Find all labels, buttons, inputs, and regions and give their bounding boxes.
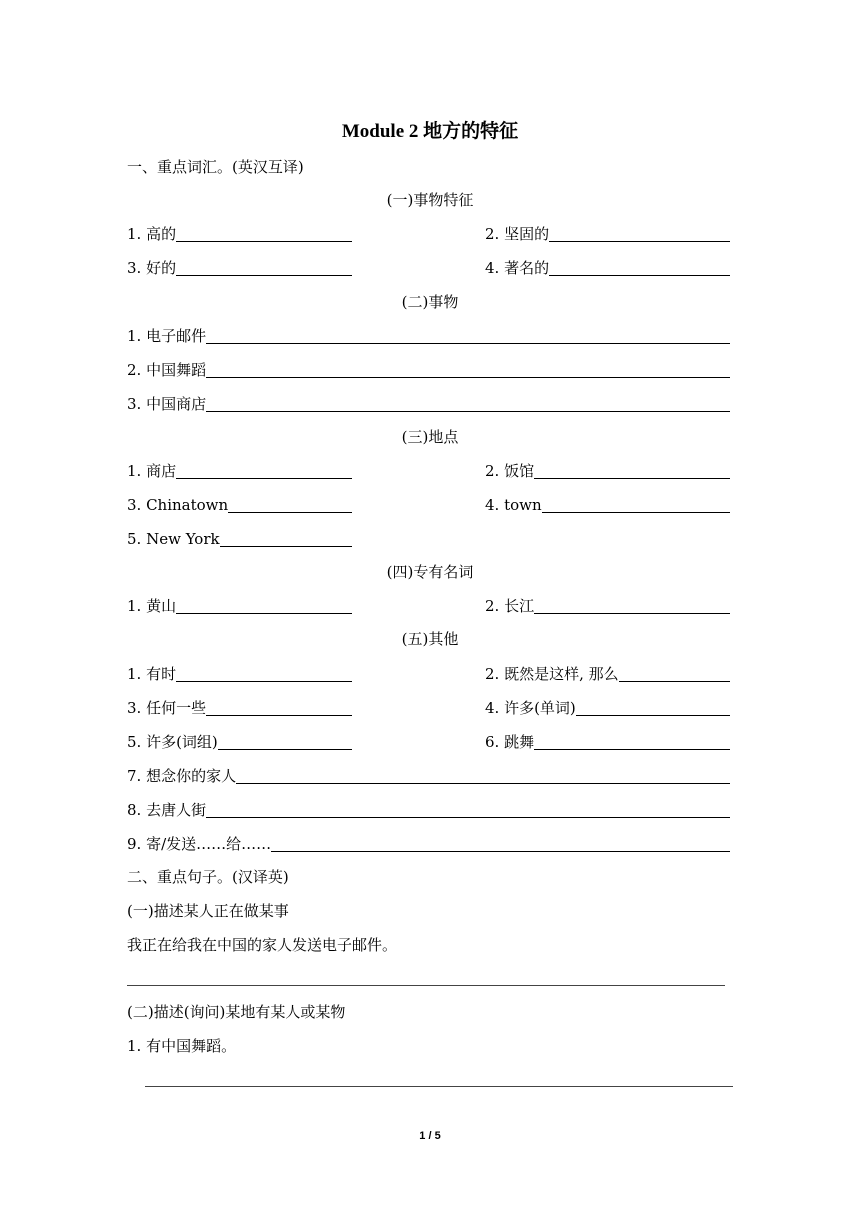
section-heading: (四)专有名词 [386, 563, 474, 581]
answer-blank[interactable] [176, 225, 352, 242]
vocab-label: 1. 高的 [127, 225, 177, 243]
vocab-item [127, 326, 730, 346]
part2-heading: 二、重点句子。(汉译英) [127, 868, 289, 886]
answer-blank[interactable] [534, 597, 730, 614]
page-title: Module 2 地方的特征 [341, 121, 519, 142]
vocab-label: 2. 长江 [485, 597, 535, 615]
section-heading: (一)事物特征 [386, 191, 474, 209]
vocab-item [485, 664, 730, 684]
vocab-item [485, 224, 730, 244]
answer-line[interactable] [145, 1086, 733, 1087]
vocab-label: 9. 寄/发送……给…… [127, 835, 272, 853]
vocab-item [127, 698, 352, 718]
sentence-prompt: 我正在给我在中国的家人发送电子邮件。 [127, 936, 398, 954]
answer-blank[interactable] [206, 327, 730, 344]
answer-blank[interactable] [549, 259, 730, 276]
answer-blank[interactable] [206, 361, 730, 378]
vocab-item [127, 800, 730, 820]
vocab-label: 1. 商店 [127, 462, 177, 480]
answer-blank[interactable] [176, 259, 352, 276]
vocab-label: 6. 跳舞 [485, 733, 535, 751]
answer-blank[interactable] [176, 462, 352, 479]
answer-blank[interactable] [542, 496, 730, 513]
vocab-item [127, 529, 352, 549]
section-heading: (二)事物 [401, 293, 459, 311]
answer-blank[interactable] [206, 395, 730, 412]
vocab-label: 3. 中国商店 [127, 395, 207, 413]
vocab-item [485, 258, 730, 278]
answer-blank[interactable] [176, 597, 352, 614]
vocab-label: 2. 中国舞蹈 [127, 361, 207, 379]
vocab-item [127, 596, 352, 616]
answer-blank[interactable] [534, 462, 730, 479]
answer-blank[interactable] [176, 665, 352, 682]
vocab-item [485, 698, 730, 718]
vocab-item [127, 224, 352, 244]
vocab-label: 5. New York [127, 530, 220, 548]
page-number: 1 / 5 [419, 1130, 441, 1142]
answer-blank[interactable] [220, 530, 352, 547]
vocab-item [127, 495, 352, 515]
vocab-item [485, 732, 730, 752]
section-heading: (二)描述(询问)某地有某人或某物 [127, 1003, 346, 1021]
vocab-label: 5. 许多(词组) [127, 733, 218, 751]
answer-blank[interactable] [218, 733, 352, 750]
vocab-label: 4. town [485, 496, 542, 514]
vocab-item [127, 258, 352, 278]
answer-blank[interactable] [228, 496, 352, 513]
vocab-label: 3. Chinatown [127, 496, 229, 514]
vocab-label: 7. 想念你的家人 [127, 767, 237, 785]
vocab-item [485, 596, 730, 616]
answer-blank[interactable] [271, 835, 730, 852]
answer-blank[interactable] [534, 733, 730, 750]
vocab-item [127, 461, 352, 481]
section-heading: (五)其他 [401, 630, 459, 648]
answer-blank[interactable] [619, 665, 730, 682]
vocab-label: 1. 电子邮件 [127, 327, 207, 345]
vocab-label: 4. 著名的 [485, 259, 550, 277]
vocab-label: 3. 任何一些 [127, 699, 207, 717]
sentence-prompt: 1. 有中国舞蹈。 [127, 1037, 237, 1055]
vocab-item [127, 664, 352, 684]
vocab-label: 2. 既然是这样, 那么 [485, 665, 619, 683]
answer-blank[interactable] [576, 699, 730, 716]
vocab-label: 8. 去唐人街 [127, 801, 207, 819]
vocab-item [485, 461, 730, 481]
vocab-label: 3. 好的 [127, 259, 177, 277]
vocab-item [127, 360, 730, 380]
vocab-item [127, 834, 730, 854]
vocab-label: 4. 许多(单词) [485, 699, 576, 717]
answer-blank[interactable] [236, 767, 730, 784]
vocab-label: 1. 有时 [127, 665, 177, 683]
section-heading: (三)地点 [401, 428, 459, 446]
vocab-label: 1. 黄山 [127, 597, 177, 615]
vocab-label: 2. 坚固的 [485, 225, 550, 243]
answer-blank[interactable] [206, 699, 352, 716]
vocab-item [485, 495, 730, 515]
vocab-item [127, 394, 730, 414]
vocab-label: 2. 饭馆 [485, 462, 535, 480]
section-heading: (一)描述某人正在做某事 [127, 902, 289, 920]
answer-line[interactable] [127, 985, 725, 986]
vocab-item [127, 766, 730, 786]
vocab-item [127, 732, 352, 752]
part1-heading: 一、重点词汇。(英汉互译) [127, 158, 304, 176]
answer-blank[interactable] [206, 801, 730, 818]
answer-blank[interactable] [549, 225, 730, 242]
